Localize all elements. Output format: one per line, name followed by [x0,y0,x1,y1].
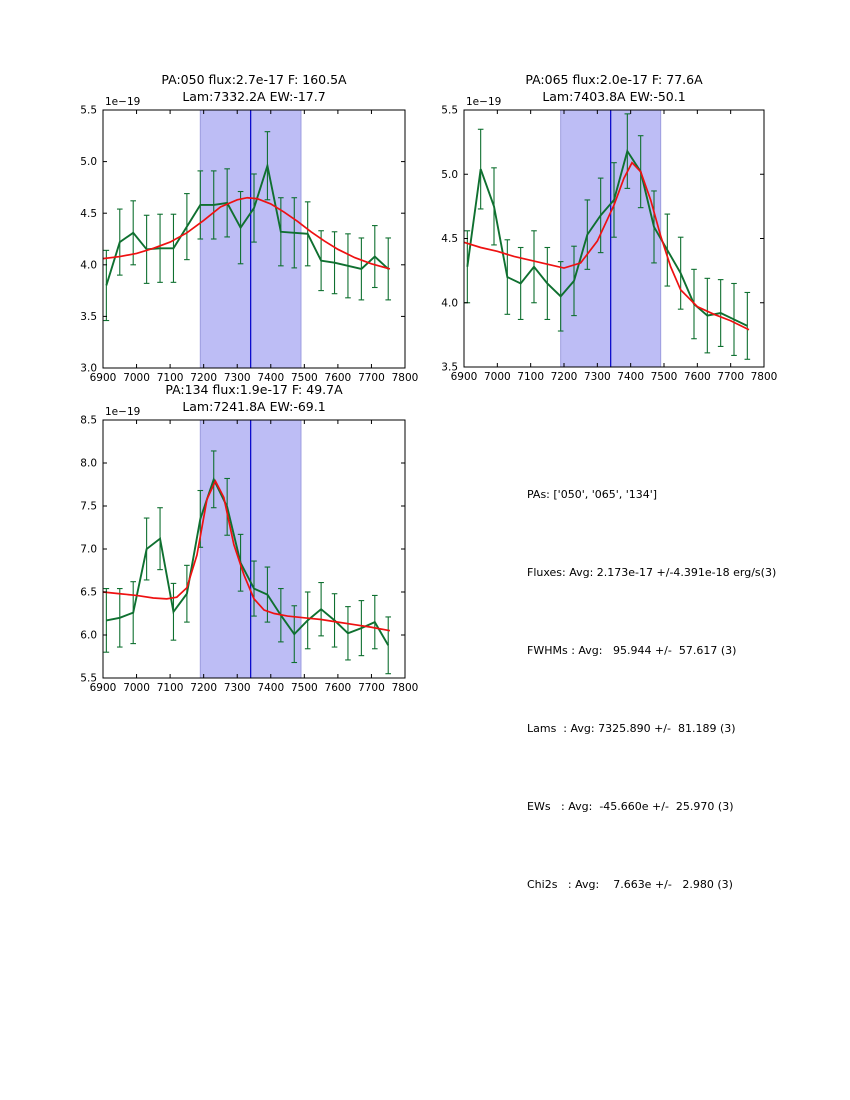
x-tick-label: 7200 [190,682,218,694]
plot-pa050 [55,54,445,399]
y-tick-label: 4.5 [441,233,458,246]
plot-title-line2: Lam:7403.8A EW:-50.1 [542,89,686,104]
x-tick-label: 7600 [324,372,352,384]
x-tick-label: 7400 [617,371,645,383]
x-tick-label: 7700 [717,371,745,383]
x-tick-label: 7600 [324,682,352,694]
plot-title-line1: PA:050 flux:2.7e-17 F: 160.5A [161,72,347,87]
x-tick-label: 7100 [156,372,184,384]
x-tick-label: 7400 [257,682,285,694]
plot-title-line2: Lam:7332.2A EW:-17.7 [182,89,326,104]
x-tick-label: 7200 [190,372,218,384]
y-tick-label: 8.0 [80,457,97,470]
x-tick-label: 7800 [750,371,778,383]
y-tick-label: 8.5 [80,414,97,427]
stats-fluxes: Fluxes: Avg: 2.173e-17 +/-4.391e-18 erg/s(3) [527,566,777,579]
x-tick-label: 7500 [290,682,318,694]
y-offset-label: 1e−19 [105,96,141,108]
y-tick-label: 4.0 [80,259,97,272]
x-tick-label: 6900 [89,682,117,694]
plot-pa134 [55,364,445,709]
y-tick-label: 6.0 [80,629,97,642]
y-tick-label: 3.0 [80,362,97,375]
y-tick-label: 4.5 [80,207,97,220]
y-tick-label: 5.5 [80,672,97,685]
x-tick-label: 7600 [683,371,711,383]
y-tick-label: 6.5 [80,586,97,599]
y-tick-label: 5.0 [441,168,458,181]
y-tick-label: 3.5 [441,361,458,374]
stats-fwhms: FWHMs : Avg: 95.944 +/- 57.617 (3) [527,644,737,657]
x-tick-label: 6900 [89,372,117,384]
stats-pas: PAs: ['050', '065', '134'] [527,488,658,501]
y-tick-label: 3.5 [80,311,97,323]
y-offset-label: 1e−19 [466,96,502,108]
x-tick-label: 7400 [257,372,285,384]
x-tick-label: 7300 [223,682,251,694]
x-tick-label: 7700 [358,372,385,384]
x-tick-label: 7100 [517,371,545,383]
stats-lams: Lams : Avg: 7325.890 +/- 81.189 (3) [527,722,736,735]
stats-ews: EWs : Avg: -45.660e +/- 25.970 (3) [527,800,734,813]
x-tick-label: 7200 [550,371,578,383]
y-tick-label: 5.5 [80,104,97,117]
x-tick-label: 7000 [123,372,150,384]
y-tick-label: 7.0 [80,543,97,556]
x-tick-label: 7100 [156,682,184,694]
y-offset-label: 1e−19 [105,406,141,418]
plot-title-line1: PA:134 flux:1.9e-17 F: 49.7A [165,382,343,397]
x-tick-label: 7800 [391,372,419,384]
y-tick-label: 7.5 [80,500,97,513]
x-tick-label: 7300 [223,372,251,384]
stats-panel [527,430,776,950]
x-tick-label: 7000 [483,371,511,383]
x-tick-label: 7500 [650,371,678,383]
x-tick-label: 7300 [583,371,611,383]
y-tick-label: 5.5 [441,104,458,117]
y-tick-label: 4.0 [441,297,458,310]
x-tick-label: 7700 [358,682,385,694]
x-tick-label: 7800 [391,682,419,694]
stats-chi2s: Chi2s : Avg: 7.663e +/- 2.980 (3) [527,878,733,891]
x-tick-label: 6900 [450,371,478,383]
y-tick-label: 5.0 [80,156,97,169]
x-tick-label: 7000 [123,682,150,694]
plot-pa065 [416,54,806,399]
plot-title-line1: PA:065 flux:2.0e-17 F: 77.6A [525,72,703,87]
x-tick-label: 7500 [290,372,318,384]
plot-title-line2: Lam:7241.8A EW:-69.1 [182,399,326,414]
